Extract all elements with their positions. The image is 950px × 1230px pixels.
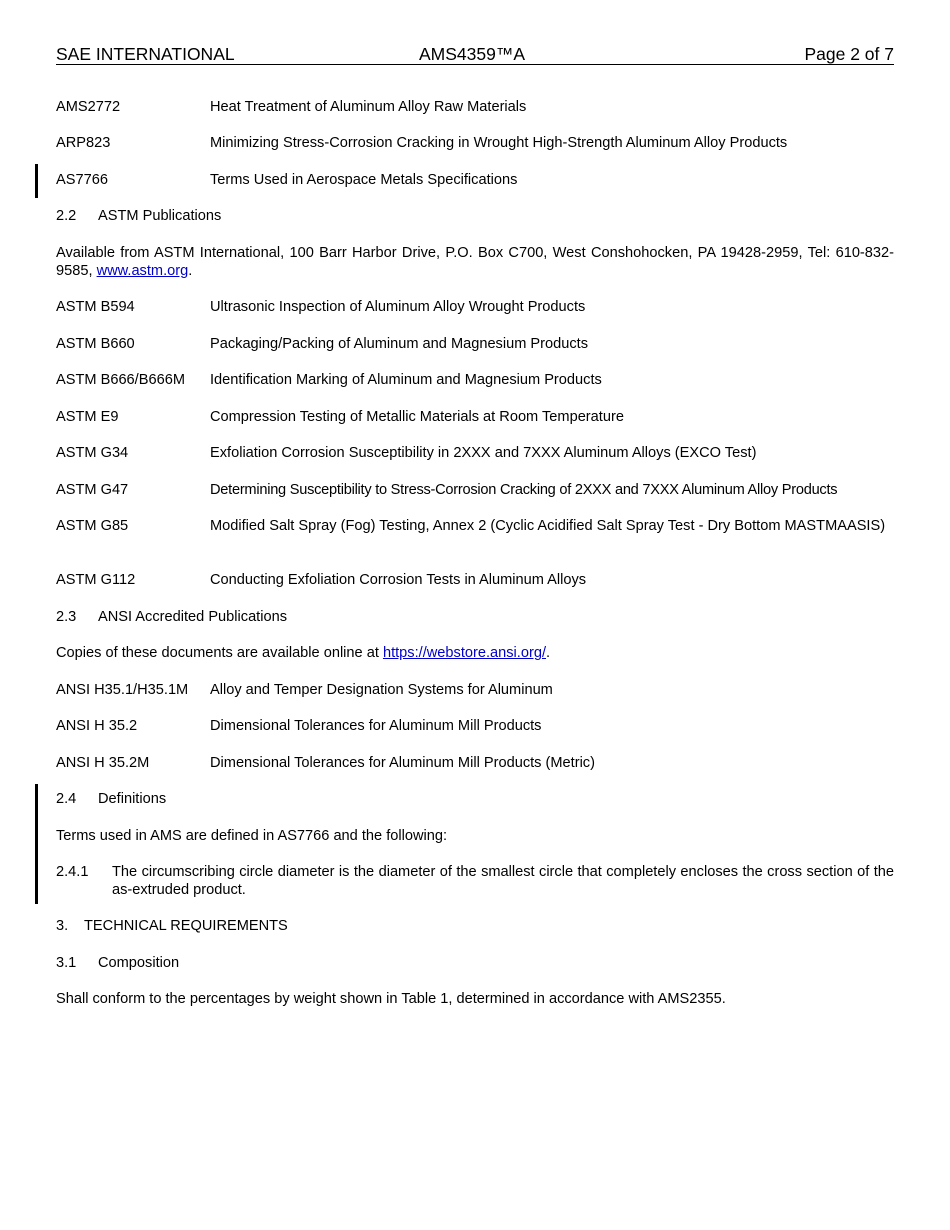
section-title: Composition bbox=[98, 955, 180, 971]
section-number: 2.3 bbox=[56, 609, 77, 625]
reference-code: ASTM G112 bbox=[56, 572, 136, 588]
reference-title: Ultrasonic Inspection of Aluminum Alloy Wrought Products bbox=[210, 299, 586, 315]
reference-title: Dimensional Tolerances for Aluminum Mill Products bbox=[210, 718, 542, 734]
header-document-number: AMS4359™A bbox=[419, 44, 526, 64]
paragraph-text: Available from ASTM International, 100 Barr Harbor Drive, P.O. Box C700, West Conshohocken, PA 19428-2959, Tel: 610-832-9585, bbox=[56, 245, 894, 279]
ansi-webstore-link[interactable]: https://webstore.ansi.org/ bbox=[382, 645, 546, 661]
reference-title: Conducting Exfoliation Corrosion Tests in Aluminum Alloys bbox=[210, 572, 587, 588]
reference-title: Minimizing Stress-Corrosion Cracking in Wrought High-Strength Aluminum Alloy Products bbox=[210, 135, 788, 151]
section-number: 2.2 bbox=[56, 208, 77, 224]
revision-change-bar bbox=[35, 164, 38, 198]
section-heading-3-1 bbox=[56, 954, 179, 972]
reference-title: Alloy and Temper Designation Systems for Aluminum bbox=[210, 682, 553, 698]
reference-code: ASTM B594 bbox=[56, 299, 135, 315]
reference-code: ASTM B660 bbox=[56, 336, 135, 352]
reference-code: ANSI H 35.2 bbox=[56, 718, 138, 734]
reference-title: Packaging/Packing of Aluminum and Magnesium Products bbox=[210, 336, 589, 352]
section-title: ASTM Publications bbox=[98, 208, 222, 224]
reference-title: Heat Treatment of Aluminum Alloy Raw Materials bbox=[210, 99, 527, 115]
reference-title: Compression Testing of Metallic Materials at Room Temperature bbox=[210, 409, 624, 425]
revision-change-bar bbox=[35, 784, 38, 904]
reference-title: Dimensional Tolerances for Aluminum Mill Products (Metric) bbox=[210, 755, 595, 771]
reference-code: AMS2772 bbox=[56, 99, 121, 115]
section-title: Definitions bbox=[98, 791, 167, 807]
paragraph-end: . bbox=[546, 645, 551, 661]
item-text: The circumscribing circle diameter is the diameter of the smallest circle that completely encloses the cross section of the as-extruded product. bbox=[112, 864, 894, 898]
page-header bbox=[56, 44, 894, 65]
header-page-number: Page 2 of 7 bbox=[804, 44, 894, 64]
section-heading-2-3 bbox=[56, 608, 287, 626]
paragraph-text: Copies of these documents are available online at bbox=[56, 645, 383, 661]
section-number: 3.1 bbox=[56, 955, 77, 971]
reference-code: AS7766 bbox=[56, 172, 108, 188]
section-number: 3. bbox=[56, 918, 69, 934]
composition-paragraph: Shall conform to the percentages by weight shown in Table 1, determined in accordance with AMS2355. bbox=[56, 991, 726, 1007]
section-number: 2.4 bbox=[56, 791, 77, 807]
reference-title: Identification Marking of Aluminum and Magnesium Products bbox=[210, 372, 602, 388]
astm-availability-paragraph bbox=[56, 244, 894, 280]
reference-title: Terms Used in Aerospace Metals Specifications bbox=[210, 172, 518, 188]
reference-title: Determining Susceptibility to Stress-Corrosion Cracking of 2XXX and 7XXX Aluminum Alloy Products bbox=[210, 482, 838, 498]
reference-code: ANSI H 35.2M bbox=[56, 755, 150, 771]
reference-code: ARP823 bbox=[56, 135, 111, 151]
reference-code: ASTM G85 bbox=[56, 518, 129, 534]
definitions-intro: Terms used in AMS are defined in AS7766 and the following: bbox=[56, 828, 448, 844]
reference-title: Exfoliation Corrosion Susceptibility in 2XXX and 7XXX Aluminum Alloys (EXCO Test) bbox=[210, 445, 757, 461]
paragraph-end: . bbox=[188, 263, 193, 279]
reference-code: ASTM E9 bbox=[56, 409, 119, 425]
reference-title: Modified Salt Spray (Fog) Testing, Annex 2 (Cyclic Acidified Salt Spray Test - Dry Bottom MASTMAASIS) bbox=[210, 518, 886, 534]
reference-code: ANSI H35.1/H35.1M bbox=[56, 682, 189, 698]
reference-code: ASTM G34 bbox=[56, 445, 129, 461]
section-title: ANSI Accredited Publications bbox=[98, 609, 288, 625]
item-number: 2.4.1 bbox=[56, 864, 89, 880]
section-heading-2-4 bbox=[56, 790, 166, 808]
section-heading-2-2 bbox=[56, 207, 221, 225]
reference-code: ASTM G47 bbox=[56, 482, 129, 498]
ansi-availability-paragraph bbox=[56, 644, 894, 662]
section-title: TECHNICAL REQUIREMENTS bbox=[84, 918, 288, 934]
astm-website-link[interactable]: www.astm.org bbox=[96, 263, 189, 279]
section-heading-3 bbox=[56, 917, 288, 935]
header-organization: SAE INTERNATIONAL bbox=[56, 44, 235, 64]
reference-code: ASTM B666/B666M bbox=[56, 372, 185, 388]
